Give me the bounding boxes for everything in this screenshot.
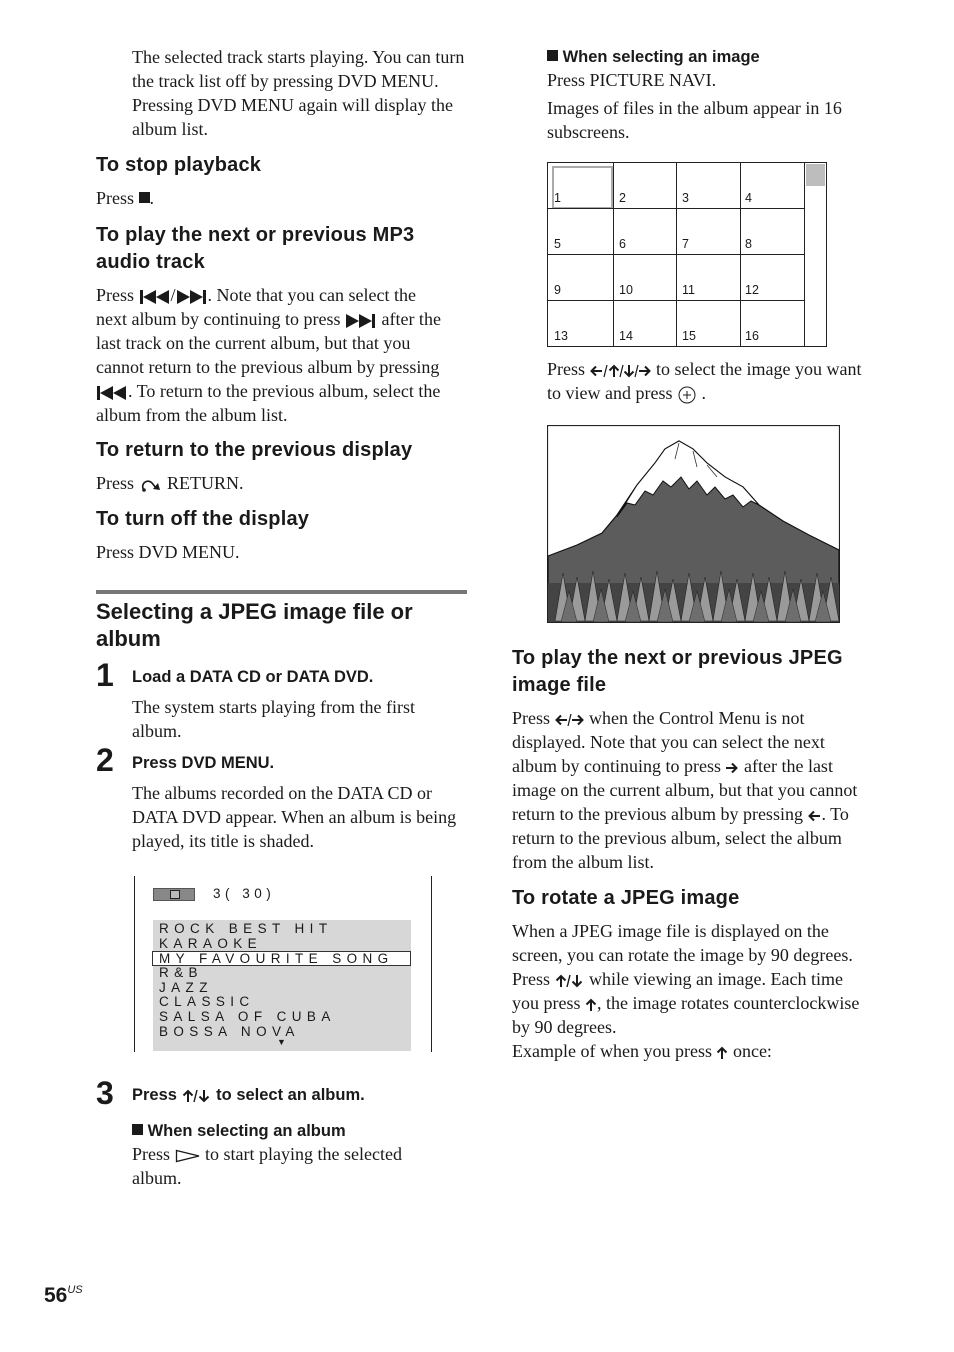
step-3-number: 3 xyxy=(96,1075,114,1111)
next-track-icon xyxy=(345,313,377,329)
section-title: Selecting a JPEG image file or album xyxy=(96,599,413,651)
thumbnail-8[interactable]: 8 xyxy=(745,237,752,251)
thumbnail-4[interactable]: 4 xyxy=(745,191,752,205)
thumbnail-5[interactable]: 5 xyxy=(554,237,561,251)
album-item[interactable]: JAZZ xyxy=(159,979,213,995)
thumbnail-3[interactable]: 3 xyxy=(682,191,689,205)
step-3-title: Press to select an album. xyxy=(132,1086,365,1104)
step-3-subheading: When selecting an album xyxy=(132,1120,346,1142)
thumbnail-2[interactable]: 2 xyxy=(619,191,626,205)
previous-track-icon xyxy=(139,289,171,305)
album-list-screen xyxy=(134,876,432,1052)
step-1-number: 1 xyxy=(96,657,114,693)
album-item[interactable]: CLASSIC xyxy=(159,994,255,1010)
folder-icon xyxy=(153,888,195,901)
stop-icon xyxy=(139,192,150,203)
up-arrow-icon xyxy=(716,1046,728,1060)
grid-scrollbar-thumb[interactable] xyxy=(806,164,825,186)
thumbnail-16[interactable]: 16 xyxy=(745,329,759,343)
return-text: Press RETURN. xyxy=(96,473,244,493)
thumbnail-7[interactable]: 7 xyxy=(682,237,689,251)
up-down-arrows-icon xyxy=(182,1089,212,1103)
select-image-text: Press PICTURE NAVI. Images of files in the album appear in 16 subscreens. xyxy=(547,70,842,142)
album-item[interactable]: SALSA OF CUBA xyxy=(159,1008,336,1024)
grid-scrollbar[interactable] xyxy=(804,163,827,346)
section-rule xyxy=(96,590,467,594)
stop-playback-heading: To stop playback xyxy=(96,154,262,176)
step-2-number: 2 xyxy=(96,742,114,778)
mp3-paragraph: Press / . Note that you can select the next album by continuing to press after the last track on the current album, but that you cannot return to the previous album by pressing . To return to the previous album, select the album from the album list. xyxy=(96,285,441,425)
album-item-selected[interactable]: MY FAVOURITE SONG xyxy=(152,951,411,966)
play-icon xyxy=(175,1149,201,1163)
thumbnail-11[interactable]: 11 xyxy=(682,283,695,297)
thumbnail-13[interactable]: 13 xyxy=(554,329,568,343)
album-item[interactable]: ROCK BEST HIT xyxy=(159,921,333,936)
return-heading: To return to the previous display xyxy=(96,439,413,461)
left-arrow-icon xyxy=(807,809,821,823)
return-icon xyxy=(139,477,163,493)
thumbnail-9[interactable]: 9 xyxy=(554,283,561,297)
previous-track-icon xyxy=(96,385,128,401)
page-number: $56^{US}$ xyxy=(44,1284,83,1307)
select-image-instruction: Press to select the image you want to view and press . xyxy=(547,359,862,403)
mountain-picture xyxy=(547,425,840,623)
mp3-heading: To play the next or previous MP3 audio track xyxy=(96,224,415,273)
step-2-body: The albums recorded on the DATA CD or DATA DVD appear. When an album is being played, its title is shaded. xyxy=(132,783,457,851)
step-1-body: The system starts playing from the first album. xyxy=(132,697,415,741)
album-item[interactable]: KARAOKE xyxy=(159,935,263,951)
turn-off-text: Press DVD MENU. xyxy=(96,542,240,562)
intro-paragraph: The selected track starts playing. You can turn the track list off by pressing DVD MENU. Pressing DVD MENU again will display the album list. xyxy=(132,47,465,139)
stop-playback-text: Press . xyxy=(96,188,155,208)
album-item[interactable]: BOSSA NOVA xyxy=(159,1023,300,1039)
enter-button-icon xyxy=(677,385,697,405)
thumbnail-10[interactable]: 10 xyxy=(619,283,633,297)
select-image-subheading: When selecting an image xyxy=(547,46,760,68)
next-jpeg-heading: To play the next or previous JPEG image file xyxy=(512,647,843,696)
left-right-arrows-icon xyxy=(555,713,585,727)
album-counter: 3( 30) xyxy=(213,886,276,901)
thumbnail-14[interactable]: 14 xyxy=(619,329,633,343)
thumbnail-cursor[interactable] xyxy=(552,166,613,209)
scroll-down-icon[interactable]: ▼ xyxy=(277,1037,286,1047)
next-jpeg-paragraph: Press when the Control Menu is not displayed. Note that you can select the next album by continuing to press after the last image on the current album, but that you cannot return to the previous album by pressing . To return to the previous album, select the album from the album list. xyxy=(512,708,858,872)
thumbnail-15[interactable]: 15 xyxy=(682,329,696,343)
album-item[interactable]: R&B xyxy=(159,965,203,981)
step-2-title: Press DVD MENU. xyxy=(132,754,275,772)
thumbnail-1[interactable]: 1 xyxy=(554,191,561,205)
rotate-paragraph: When a JPEG image file is displayed on the screen, you can rotate the image by 90 degrees. Press while viewing an image. Each time you press , the image rotates counterclockwise by 90 degrees. Example of when you press once: xyxy=(512,921,860,1061)
next-track-icon xyxy=(176,289,208,305)
four-arrows-icon xyxy=(590,364,652,378)
step-1-title: Load a DATA CD or DATA DVD. xyxy=(132,668,374,686)
thumbnail-grid xyxy=(547,162,827,347)
turn-off-heading: To turn off the display xyxy=(96,508,310,530)
album-list xyxy=(153,920,411,1051)
up-arrow-icon xyxy=(585,998,597,1012)
up-down-arrows-icon xyxy=(555,974,585,988)
step-3-body: Press to start playing the selected album. xyxy=(132,1144,402,1188)
thumbnail-6[interactable]: 6 xyxy=(619,237,626,251)
right-arrow-icon xyxy=(725,761,739,775)
thumbnail-12[interactable]: 12 xyxy=(745,283,759,297)
rotate-heading: To rotate a JPEG image xyxy=(512,887,740,909)
